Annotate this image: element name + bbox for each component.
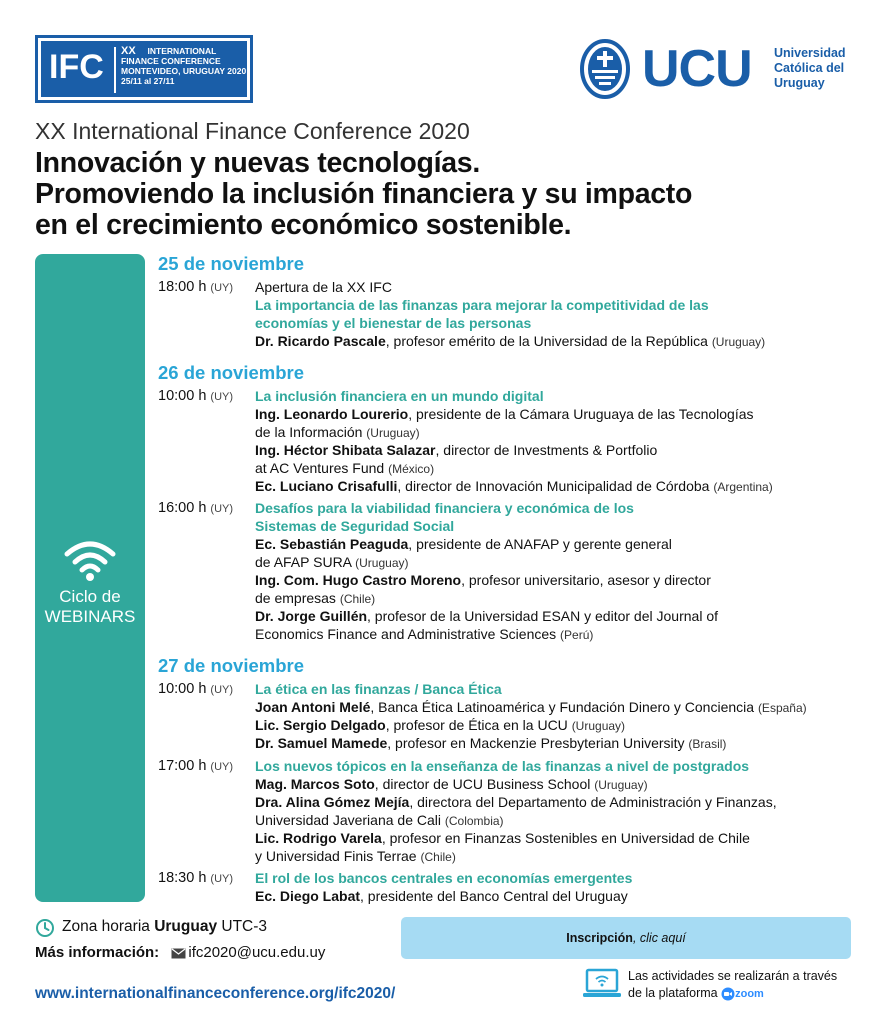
ifc-logo (35, 35, 253, 103)
speaker-line: Ec. Sebastián Peaguda, presidente de ANAFAP y gerente general (255, 536, 672, 552)
speaker-line: Dr. Samuel Mamede, profesor en Mackenzie Presbyterian University (Brasil) (255, 735, 727, 751)
session-time: 10:00 h (UY) (158, 388, 234, 404)
session-topic: La importancia de las finanzas para mejorar la competitividad de las (255, 297, 709, 313)
speaker-line-cont: Universidad Javeriana de Cali (Colombia) (255, 812, 504, 828)
mail-icon (171, 948, 186, 959)
zoom-icon (721, 987, 735, 1001)
main-title: Innovación y nuevas tecnologías. Promoviendo la inclusión financiera y su impacto en el crecimiento económico sostenible. (35, 147, 693, 241)
session-time: 18:00 h (UY) (158, 279, 234, 295)
webinars-sidebar (35, 254, 145, 902)
session-time: 10:00 h (UY) (158, 681, 234, 697)
session-topic: El rol de los bancos centrales en economías emergentes (255, 870, 633, 886)
laptop-icon (583, 968, 621, 1000)
zoom-label: zoom (735, 988, 764, 1000)
session-topic: La ética en las finanzas / Banca Ética (255, 681, 502, 697)
speaker-line-cont: de la Información (Uruguay) (255, 424, 420, 440)
session-topic: La inclusión financiera en un mundo digital (255, 388, 544, 404)
register-button[interactable]: Inscripción, clic aquí (401, 917, 851, 959)
day-heading: 26 de noviembre (158, 362, 305, 383)
speaker-line-cont: y Universidad Finis Terrae (Chile) (255, 848, 456, 864)
day-heading: 25 de noviembre (158, 253, 305, 274)
speaker-line: Ing. Héctor Shibata Salazar, director de Investments & Portfolio (255, 442, 658, 458)
speaker-line-cont: de empresas (Chile) (255, 590, 376, 606)
ifc-logo-text: XX INTERNATIONAL FINANCE CONFERENCE MONTEVIDEO, URUGUAY 2020 25/11 al 27/11 (121, 45, 247, 86)
ucu-seal-icon (580, 38, 630, 100)
speaker-line: Ing. Com. Hugo Castro Moreno, profesor universitario, asesor y director (255, 572, 711, 588)
ucu-fullname: Universidad Católica del Uruguay (774, 46, 846, 90)
website-link[interactable]: www.internationalfinanceconference.org/ifc2020/ (35, 985, 396, 1002)
speaker-line: Lic. Rodrigo Varela, profesor en Finanzas Sostenibles en Universidad de Chile (255, 830, 750, 846)
speaker-line: Joan Antoni Melé, Banca Ética Latinoamérica y Fundación Dinero y Conciencia (España) (255, 699, 807, 715)
speaker-line-cont: Economics Finance and Administrative Sciences (Perú) (255, 626, 594, 642)
speaker-line: Ing. Leonardo Lourerio, presidente de la Cámara Uruguaya de las Tecnologías (255, 406, 754, 422)
day-heading: 27 de noviembre (158, 655, 305, 676)
speaker-line: Ec. Diego Labat, presidente del Banco Central del Uruguay (255, 888, 628, 904)
speaker-line: Dr. Jorge Guillén, profesor de la Universidad ESAN y editor del Journal of (255, 608, 718, 624)
session-line: Apertura de la XX IFC (255, 279, 392, 295)
speaker-line-cont: de AFAP SURA (Uruguay) (255, 554, 409, 570)
email-link[interactable]: ifc2020@ucu.edu.uy (188, 944, 326, 961)
ifc-logo-acronym: IFC (49, 48, 104, 86)
session-topic: Sistemas de Seguridad Social (255, 518, 455, 534)
session-topic: Desafíos para la viabilidad financiera y económica de los (255, 500, 634, 516)
speaker-line: Mag. Marcos Soto, director de UCU Business School (Uruguay) (255, 776, 648, 792)
platform-info: Las actividades se realizarán a través de la plataforma zoom (628, 969, 838, 1000)
session-time: 18:30 h (UY) (158, 870, 234, 886)
ucu-logo (580, 38, 860, 102)
speaker-line: Dr. Ricardo Pascale, profesor emérito de la Universidad de la República (Uruguay) (255, 333, 766, 349)
more-info: Más información: ifc2020@ucu.edu.uy (35, 944, 326, 961)
sidebar-label: Ciclo de WEBINARS (44, 587, 136, 626)
conference-title: XX International Finance Conference 2020 (35, 118, 470, 144)
speaker-line: Dra. Alina Gómez Mejía, directora del Departamento de Administración y Finanzas, (255, 794, 777, 810)
session-topic: Los nuevos tópicos en la enseñanza de las finanzas a nivel de postgrados (255, 758, 750, 774)
session-time: 17:00 h (UY) (158, 758, 234, 774)
session-time: 16:00 h (UY) (158, 500, 234, 516)
timezone-info: Zona horaria Uruguay UTC-3 (62, 918, 268, 935)
session-topic: economías y el bienestar de las personas (255, 315, 532, 331)
speaker-line-cont: at AC Ventures Fund (México) (255, 460, 435, 476)
wifi-icon (63, 538, 117, 582)
clock-icon (35, 918, 55, 938)
speaker-line: Lic. Sergio Delgado, profesor de Ética en la UCU (Uruguay) (255, 717, 626, 733)
ifc-logo-divider (114, 47, 116, 93)
speaker-line: Ec. Luciano Crisafulli, director de Innovación Municipalidad de Córdoba (Argentina) (255, 478, 773, 494)
ucu-wordmark: UCU (642, 40, 752, 98)
